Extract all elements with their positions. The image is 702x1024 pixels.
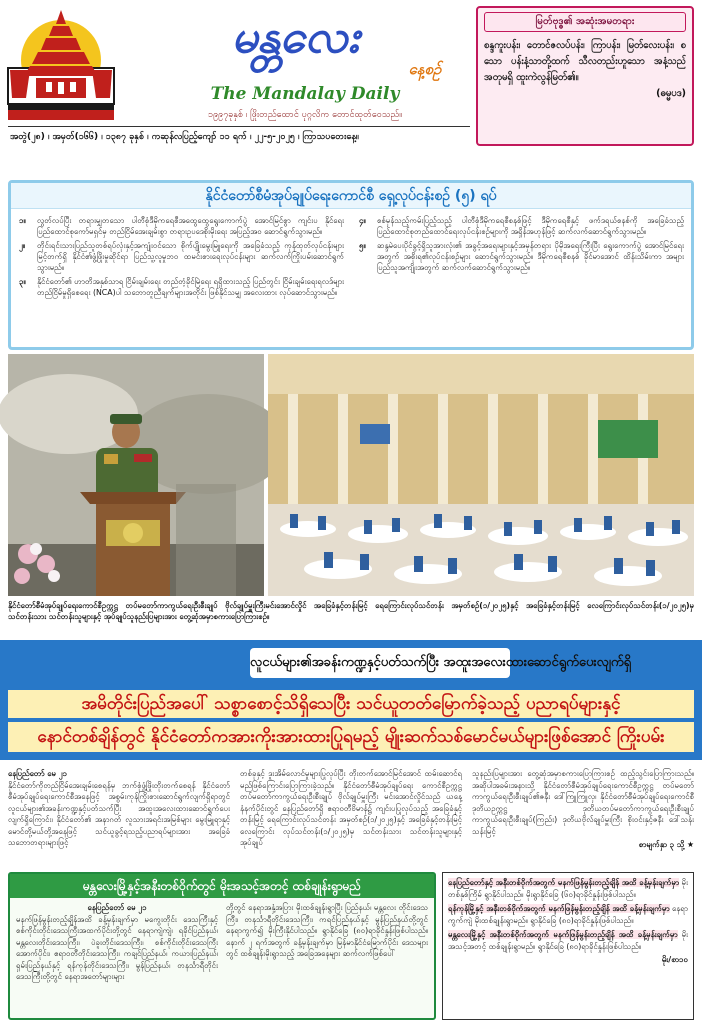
masthead-title-english: The Mandalay Daily xyxy=(210,84,400,104)
buddha-teaching-body: စန္ဒကူးပန်း၊ တောင်ဇလပ်ပန်း၊ ကြာပန်း၊ မြတ်လေးပန်း၊ စသော ပန်းနံ့သာတို့ထက် သီလတည်းဟူသော အနံ့သည် အတုမရှိ ထူးကဲလွန်မြတ်၏။ xyxy=(484,40,686,83)
weather-text-1: မနက်ဖြန်မွန်းတည့်ချိန်အထိ ခန့်မှန်းချက်မှာ မကွေးတိုင်း ဒေသကြီးနှင့် စစ်ကိုင်းတိုင်းဒေသကြီးအထက်ပိုင်းတို့တွင် နေရာကျဲကျဲ၊ ရခိုင်ပြည်နယ်၊ မန္တလေးတိုင်းဒေသကြီး၊ ပဲခူးတိုင်းဒေသကြီး၊ စစ်ကိုင်းတိုင်းဒေသကြီးအောက်ပိုင်း၊ ဧရာဝတီတိုင်းဒေသကြီး၊ ကချင်ပြည်နယ်၊ ကယားပြည်နယ်၊ ရှမ်းပြည်နယ်နှင့် ရန်ကုန်တိုင်းဒေသကြီး၊ မွန်ပြည်နယ်၊ တနင်္သာရီတိုင်းဒေသကြီးတို့တွင် နေရာအတော်များများ xyxy=(16,914,218,981)
forecast-mandalay-lead: မန္တလေးမြို့နှင့် အနီးတစ်ဝိုက်အတွက် မနက်ဖြန်မွန်းတည့်ချိန် အထိ ခန့်မှန်းချက်မှာ xyxy=(448,930,678,939)
story-column-1 xyxy=(8,768,230,868)
buddha-teaching-box xyxy=(476,6,694,146)
story-text-1: နိုင်ငံတော်ကိုတည်ငြိမ်အေးချမ်းစေရန်မှ ဘက်စုံဖွံ့ဖြိုးတိုးတက်စေရန် နိုင်ငံတော်စီမံအုပ်ချုပ်ရေးကောင်စီအနေဖြင့် အစွမ်းကုန်ကြိုးစားဆောင်ရွက်လျက်ရှိရာတွင် လူငယ်များ၏အခန်းကဏ္ဍနှင့်ပတ်သက်ပြီး အထူးအလေးထားဆောင်ရွက်ပေးလျက်ရှိကြောင်း၊ နိုင်ငံတော်၏ အနာဂတ် လူသားအရင်းအမြစ်များ မွေးမြူရာနှင့် မောင်တို့မယ်တို့အနေဖြင့် သင်ယူခွင့်ရသည့်ပညာရပ်များအား အခြေခံသဘောတရားများဖြင့် xyxy=(8,780,230,847)
programme-item xyxy=(19,240,344,273)
headline-main-line-2: နောင်တစ်ချိန်တွင် နိုင်ငံတော်ကအားကိုးအားထားပြုရမည့် မျိုးဆက်သစ်မောင်မယ်များဖြစ်အောင် ကြိုးပမ်း xyxy=(8,722,694,752)
buddha-teaching-heading: မြတ်ဗုဒ္ဓ၏ အဆုံးအမတရား xyxy=(484,12,686,32)
forecast-page-ref[interactable]: မိုး/စာ၁၀ xyxy=(661,955,688,964)
weather-column-2 xyxy=(226,902,428,1018)
weather-body xyxy=(10,898,434,1022)
photo-caption: နိုင်ငံတော်စီမံအုပ်ချုပ်ရေးကောင်စီဥက္ကဋ္ဌ တပ်မတော်ကာကွယ်ရေးဦးစီးချုပ် ဗိုလ်ချုပ်မှူးကြီးမင်းအောင်လှိုင် အခြေခံနှင့်တန်းမြင့် ရေကြောင်းလုပ်သင်တန်း အမှတ်စဉ်(၁/၂၀၂၅)နှင့် အခြေခံနှင့်တန်းမြင့် လေကြောင်းလုပ်သင်တန်း(၁/၂၀၂၅)မှ သင်တန်းသား သင်တန်းသူများနှင့် အုပ်ချုပ်သူနည်းပြများအား တွေ့ဆုံအမှာစကားပြောကြားစဉ်။ xyxy=(8,601,694,621)
buddha-teaching-source: (ဓမ္မပဒ) xyxy=(656,88,686,99)
forecast-mandalay-text: မိုးအသင့်အတင့် ထစ်ချုန်းရွာမည်။ ရွာနိုင်ခြေ (၈၀)ရာခိုင်နှုန်းဖြစ်ပါသည်။ xyxy=(448,930,688,951)
forecast-yangon-text: နေရာကွက်ကျဲ မိုးထစ်ချုန်းရွာမည်။ ရွာနိုင်ခြေ (၈၀)ရာခိုင်နှုန်းဖြစ်ပါသည်။ xyxy=(448,904,688,925)
programme-text: တိုင်းရင်းသားပြည်သူတစ်ရပ်လုံးနှင့်အကျုံးဝင်သော စိုက်ပျိုးမွေးမြူရေးကို အခြေခံသည့် ကုန်ထုတ်လုပ်ငန်းများ မြင့်တက်ရှိ နိုင်ငံ၏ဖွံ့ဖြိုးမှုဆိုင်ရာ ပြည်သူ့လူမှုဘဝ ထမင်းစားရေးလုပ်ငန်းများ ဆက်လက်ကြိုးပမ်းဆောင်ရွက်သွားမည်။ xyxy=(37,241,344,272)
weather-heading: မန္တလေးမြို့နှင့်အနီးတစ်ဝိုက်တွင် မိုးအသင့်အတင့် ထစ်ချုန်းရွာမည် xyxy=(10,874,434,898)
forecast-yangon xyxy=(448,903,688,926)
story-text-3: သူနည်းပြများအား တွေ့ဆုံအမှာစကားပြောကြားစဉ် ထည့်သွင်းပြောကြားသည်။ အဆိုပါအခမ်းအနားသို့ နိုင်ငံတော်စီမံအုပ်ချုပ်ရေးကောင်စီဥက္ကဋ္ဌ တပ်မတော်ကာကွယ်ရေးဦးစီးချုပ်၏ဇနီး ဒေါ်ကြူကြူလှ၊ နိုင်ငံတော်စီမံအုပ်ချုပ်ရေးကောင်စီ ဒုတိယဥက္ကဋ္ဌ ဒုတိယတပ်မတော်ကာကွယ်ရေးဦးစီးချုပ် ကာကွယ်ရေးဦးစီးချုပ်(ကြည်း) ဒုတိယဗိုလ်ချုပ်မှူးကြီး စိုးဝင်းနှင့်ဇနီး ဒေါ်သန်းသန်းမြင့် xyxy=(472,769,694,836)
speaker-photo-illustration xyxy=(8,354,264,596)
programme-item xyxy=(359,240,684,273)
programme-item xyxy=(19,276,344,298)
programme-item xyxy=(359,215,684,237)
hall-photo-illustration xyxy=(268,354,694,596)
forecast-naypyitaw-lead: နေပြည်တော်နှင့် အနီးတစ်ဝိုက်အတွက် မနက်ဖြန်မွန်းတည့်ချိန် အထိ ခန့်မှန်းချက်မှာ xyxy=(448,878,680,887)
forecast-naypyitaw xyxy=(448,877,688,900)
issue-dateline: အတွဲ(၂၈) ၊ အမှတ်(၁၆၆) ၊ ၁၃၈၇ ခုနှစ် ၊ ကဆုန်လပြည့်ကျော် ၁၁ ရက် ၊ ၂၂-၅-၂၀၂၅ ၊ ကြာသပတေးနေ့။ xyxy=(8,126,470,146)
story-column-2 xyxy=(240,768,462,868)
programme-number: ၁။ xyxy=(19,216,26,225)
assembly-hall-photo xyxy=(268,354,694,596)
programmes-title: နိုင်ငံတော်စီမံအုပ်ချုပ်ရေးကောင်စီ ရှေ့လုပ်ငန်းစဉ် (၅) ရပ် xyxy=(11,183,691,209)
speaker-at-podium-photo xyxy=(8,354,264,596)
programme-number: ၂။ xyxy=(19,241,26,250)
programme-number: ၄။ xyxy=(359,216,366,225)
masthead-daily-label: နေ့စဉ် xyxy=(408,60,442,78)
story-text-2: တစ်ခုနှင့် ဒူးအိမ်လောင်မှုများပြုလုပ်ပြီး တိုးတက်အောင်မြင်အောင် ထမ်းဆောင်ရမည်ဖြစ်ကြောင်းပြောကြားခဲ့သည်။ နိုင်ငံတော်စီမံအုပ်ချုပ်ရေး ကောင်စီဥက္ကဋ္ဌ တပ်မတော်ကာကွယ်ရေးဦးစီးချုပ် ဗိုလ်ချုပ်မှူးကြီး မင်းအောင်လှိုင်သည် ယနေ့နံနက်ပိုင်းတွင် နေပြည်တော်ရှိ ဧရာဝတီဗိမာန်၌ ကျင်းပပြုလုပ်သည့် အခြေခံနှင့်တန်းမြင့် ရေကြောင်းလုပ်သင်တန်း အမှတ်စဉ်(၁/၂၀၂၅)နှင့် အခြေခံနှင့်တန်းမြင့် လေကြောင်း လုပ်သင်တန်း(၁/၂၀၂၅)မှ သင်တန်းသား သင်တန်းသူများနှင့် အုပ်ချုပ် xyxy=(240,769,462,847)
programme-text: စစ်မှန်သည့်ကမ်းပြည့်သည့် ပါတီစုံဒီမိုကရေစီစနစ်ဖြင့် ဒီမိုကရေစီနှင့် ဖက်ဒရယ်စနစ်ကို အခြေခံသည့် ပြည်ထောင်စုတည်ထောင်ရေးလုပ်ငန်းစဉ်များကို အရှိန်အဟုန်ဖြင့် ဆက်လက်ဆောင်ရွက်သွားမည်။ xyxy=(377,216,684,236)
headline-main-line-1: အမိတိုင်းပြည်အပေါ် သစ္စာစောင့်သိရှိသေပြီး သင်ယူတတ်မြောက်ခဲ့သည့် ပညာရပ်များနှင့် xyxy=(8,690,694,718)
pagoda-emblem-icon xyxy=(6,6,116,124)
lead-story xyxy=(8,768,694,868)
forecast-mandalay xyxy=(448,929,688,952)
forecast-naypyitaw-text: မိုးတစ်နှစ်ကြိမ် ရွာနိုင်ပါသည်။ မိုးရွာနိုင်ခြေ (၆၀)ရာခိုင်နှုန်းဖြစ်ပါသည်။ xyxy=(448,878,688,899)
story-column-3 xyxy=(472,768,694,868)
weather-text-2: တို့တွင် နေရာအနှံ့အပြား မိုးထစ်ချုန်းရွာပြီး ပြည်နယ်၊ မန္တလေး တိုင်းဒေသကြီး၊ တနင်္သာရီတိုင်းဒေသကြီး၊ ကရင်ပြည်နယ်နှင့် မွန်ပြည်နယ်တို့တွင် နေရာကွက်၍ မိုးကြီးနိုင်ပါသည်။ ရွာနိုင်ခြေ (၈၀)ရာခိုင်နှုန်းဖြစ်ပါသည်။ နောက် ၂ ရက်အတွက် ခန့်မှန်းချက်မှာ မြန်မာနိုင်ငံမြောက်ပိုင်း ဒေသများတွင် ထစ်ချုန်းမိုးရွာသည့် အခြေအနေများ ဆက်လက်ဖြစ်ပေါ် xyxy=(226,903,428,958)
story-continued-link[interactable]: စာမျက်နှာ ၃ သို့ ★ xyxy=(638,840,694,849)
story-byline: နေပြည်တော် မေ ၂၁ xyxy=(8,769,67,778)
city-forecast-box xyxy=(442,872,694,1020)
programme-item xyxy=(19,215,344,237)
masthead xyxy=(0,0,470,150)
programme-text: ဆန္ဒမဲပေးပိုင်ခွင့်ရှိသူအားလုံး၏ အခွင့်အရေးများနှင့်အမှန်တရား ပိုမိုအရေးကြီးပြီး ရွေးကောက်ပွဲ အောင်မြင်ရေးအတွက် အစိုးရ၏လုပ်ငန်းစဉ်များ ဆောင်ရွက်သွားမည်။ ဒီမိုကရေစီစနစ် ခိုင်မာအောင် ထိန်းသိမ်းကာ အများပြည်သူအကျိုးအတွက် ဆက်လက်ဆောင်ရွက်သွားမည်။ xyxy=(377,241,684,272)
weather-column-1 xyxy=(16,902,218,1018)
programmes-left-column xyxy=(19,215,344,301)
masthead-tagline: ၁၉၉၇ခုနှစ် ၊ ဖြိုးတည်ထောင် ပုဂ္ဂလိက တောင်ထုတ်ဝေသည်။ xyxy=(208,110,402,120)
forecast-yangon-lead: ရန်ကုန်မြို့နှင့် အနီးတစ်ဝိုက်အတွက် မနက်ဖြန်မွန်းတည့်ချိန် အထိ ခန့်မှန်းချက်မှာ xyxy=(448,904,670,913)
weather-box xyxy=(8,872,436,1020)
masthead-title-burmese: မန္တလေး xyxy=(231,9,359,63)
programme-number: ၃။ xyxy=(19,277,26,286)
programme-text: လွတ်လပ်ပြီး တရားမျှတသော ပါတီစုံဒီမိုကရေစီအထွေထွေရွေးကောက်ပွဲ အောင်မြင်စွာ ကျင်းပ နိုင်ရေး ပြည်ထောင်စုကော်မရှင်မှ တည်ငြိမ်အေးချမ်းစွာ တရားဥပဒေစိုးမိုးရေး အပြည့်အဝ ဆောင်ရွက်သွားမည်။ xyxy=(37,216,344,236)
headline-kicker: လူငယ်များ၏အခန်းကဏ္ဍနှင့်ပတ်သက်ပြီး အထူးအလေးထားဆောင်ရွက်ပေးလျက်ရှိ xyxy=(250,648,510,678)
five-future-programmes-box xyxy=(8,180,694,350)
programme-text: နိုင်ငံတော်၏ ဟာတိအနှစ်သာရ ငြိမ်းချမ်းရေး တည်တံ့ခိုင်မြဲရေး ရရှိထားသည့် ပြည်တွင်း ငြိမ်းချမ်းရေးရလဒ်များ တည်ငြိမ်မှုရှိစေရေး (NCA)ပါ သဘောတူညီချက်များအတိုင်း ဖြစ်နိုင်သမျှ အလေးထား လုပ်ဆောင်သွားမည်။ xyxy=(37,277,344,297)
programmes-right-column xyxy=(359,215,684,276)
weather-dateline: နေပြည်တော် မေ ၂၁ xyxy=(87,903,147,912)
programme-number: ၅။ xyxy=(359,241,366,250)
